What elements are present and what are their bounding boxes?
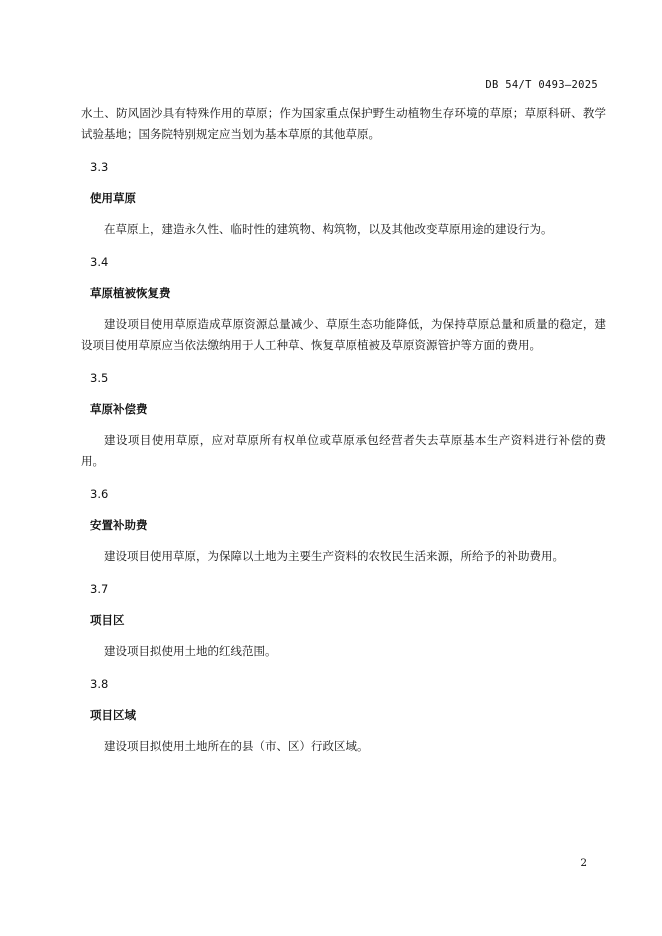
clause-definition: 在草原上，建造永久性、临时性的建筑物、构筑物，以及其他改变草原用途的建设行为。 xyxy=(104,222,553,236)
clause-term: 草原补偿费 xyxy=(90,402,148,416)
clause-number: 3.6 xyxy=(90,487,109,501)
clause-definition: 建设项目使用草原，为保障以土地为主要生产资料的农牧民生活来源，所给予的补助费用。 xyxy=(104,549,564,563)
clause-definition: 建设项目使用草原造成草原资源总量减少、草原生态功能降低，为保持草原总量和质量的稳定，建设项目使用草原应当依法缴纳用于人工种草、恢复草原植被及草原资源管护等方面的费用。 xyxy=(81,317,606,352)
clause-number: 3.7 xyxy=(90,582,109,596)
clause-term: 项目区 xyxy=(90,613,125,627)
clause-term: 草原植被恢复费 xyxy=(90,286,171,300)
standard-code-header: DB 54/T 0493—2025 xyxy=(485,79,598,91)
clause-number: 3.4 xyxy=(90,255,109,269)
clause-definition: 建设项目拟使用土地所在的县（市、区）行政区域。 xyxy=(104,739,369,753)
document-body xyxy=(81,103,606,757)
clause-term: 项目区域 xyxy=(90,708,136,722)
clause-3-5 xyxy=(81,370,606,472)
clause-term: 安置补助费 xyxy=(90,518,148,532)
clause-number: 3.5 xyxy=(90,371,109,385)
clause-3-8 xyxy=(81,676,606,757)
clause-number: 3.8 xyxy=(90,677,109,691)
clause-3-4 xyxy=(81,254,606,356)
clause-definition: 建设项目使用草原，应对草原所有权单位或草原承包经营者失去草原基本生产资料进行补偿的费用。 xyxy=(81,433,606,468)
clause-definition: 建设项目拟使用土地的红线范围。 xyxy=(104,644,277,658)
clause-3-3 xyxy=(81,159,606,240)
clause-3-6 xyxy=(81,486,606,567)
page-number: 2 xyxy=(580,857,587,869)
intro-continuation-paragraph: 水土、防风固沙具有特殊作用的草原；作为国家重点保护野生动植物生存环境的草原；草原科研、教学试验基地；国务院特别规定应当划为基本草原的其他草原。 xyxy=(81,106,606,141)
clause-term: 使用草原 xyxy=(90,191,136,205)
clause-3-7 xyxy=(81,581,606,662)
clause-number: 3.3 xyxy=(90,160,109,174)
